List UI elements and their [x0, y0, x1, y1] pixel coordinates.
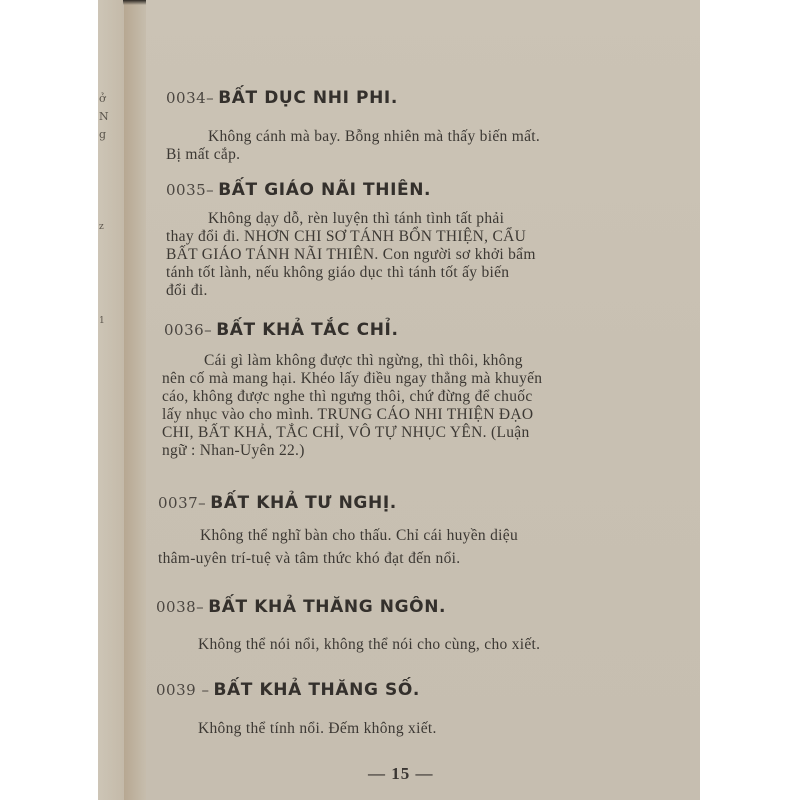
entry-line: tánh tốt lành, nếu không giáo dục thì tánh tốt ấy biến — [166, 264, 510, 281]
entry-line: cáo, không được nghe thì ngưng thôi, chứ đừng để chuốc — [162, 388, 533, 405]
previous-page-edge — [98, 0, 125, 800]
entry-line: ngữ : Nhan-Uyên 22.) — [162, 442, 305, 459]
entry-line: thâm-uyên trí-tuệ và tâm thức khó đạt đến nổi. — [158, 550, 461, 567]
entry-number: 0039 – — [156, 681, 210, 699]
entry-heading — [164, 320, 399, 340]
entry-title: BẤT KHẢ TẮC CHỈ. — [216, 320, 399, 340]
entry-number: 0037– — [158, 494, 207, 512]
entry-line: Không dạy dỗ, rèn luyện thì tánh tình tất phải — [208, 210, 505, 227]
entry-title: BẤT GIÁO NÃI THIÊN. — [218, 180, 432, 200]
entry-number: 0038– — [156, 598, 205, 616]
book-page — [146, 0, 700, 800]
entry-number: 0034– — [166, 89, 215, 107]
entry-number: 0036– — [164, 321, 213, 339]
book-photo — [98, 0, 700, 800]
side-fragment: ở — [99, 92, 106, 105]
entry-heading — [158, 493, 397, 513]
entry-line: Không thể nói nổi, không thể nói cho cùng, cho xiết. — [198, 636, 541, 653]
entry-heading — [166, 88, 398, 108]
entry-number: 0035– — [166, 181, 215, 199]
entry-line: Bị mất cắp. — [166, 146, 241, 163]
side-fragment: N — [99, 110, 109, 123]
entry-line: CHI, BẤT KHẢ, TẮC CHỈ, VÔ TỰ NHỤC YÊN. (Luận — [162, 424, 530, 441]
entry-line: BẤT GIÁO TÁNH NÃI THIÊN. Con người sơ khởi bẩm — [166, 246, 536, 263]
entry-title: BẤT KHẢ THĂNG SỐ. — [213, 680, 420, 700]
side-fragment: g — [99, 128, 107, 141]
entry-line: Không cánh mà bay. Bỗng nhiên mà thấy biến mất. — [208, 128, 541, 145]
entry-line: Không thể nghĩ bàn cho thấu. Chỉ cái huyền diệu — [200, 527, 519, 544]
entry-line: lấy nhục vào cho mình. TRUNG CÁO NHI THIỆN ĐẠO — [162, 406, 534, 423]
entry-title: BẤT KHẢ TƯ NGHỊ. — [210, 493, 397, 513]
entry-heading — [166, 180, 431, 200]
entry-title: BẤT DỤC NHI PHI. — [218, 88, 398, 108]
entry-line: đổi đi. — [166, 282, 208, 299]
side-fragment: 1 — [99, 316, 105, 326]
book-gutter — [124, 0, 146, 800]
entry-line: Không thể tính nổi. Đếm không xiết. — [198, 720, 437, 737]
side-fragment: z — [99, 222, 104, 232]
entry-line: nên cố mà mang hại. Khéo lấy điều ngay thẳng mà khuyến — [162, 370, 543, 387]
entry-heading — [156, 680, 420, 700]
entry-heading — [156, 597, 446, 617]
entry-line: thay đổi đi. NHƠN CHI SƠ TÁNH BỔN THIỆN, CẨU — [166, 228, 527, 245]
entry-title: BẤT KHẢ THĂNG NGÔN. — [208, 597, 447, 617]
page-number: — 15 — — [368, 764, 434, 783]
entry-line: Cái gì làm không được thì ngừng, thì thôi, không — [204, 352, 523, 369]
